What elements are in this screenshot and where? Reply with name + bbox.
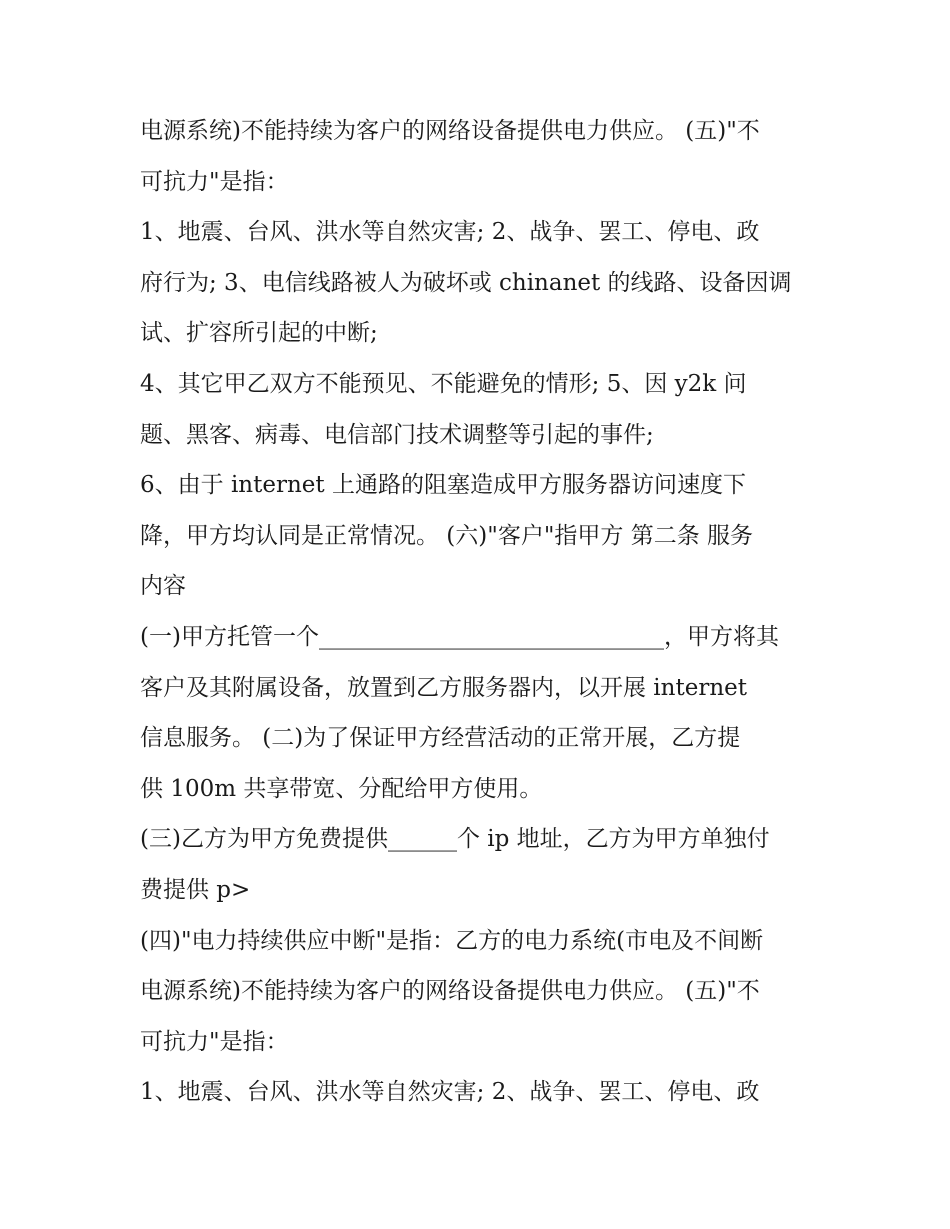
text-line: 电源系统)不能持续为客户的网络设备提供电力供应。 (五)"不 <box>140 978 760 1005</box>
text-line: 费提供 p> <box>140 876 251 903</box>
document-body <box>140 106 830 1118</box>
text-line: 府行为; 3、电信线路被人为破坏或 chinanet 的线路、设备因调 <box>140 269 792 296</box>
text-line: 客户及其附属设备，放置到乙方服务器内，以开展 internet <box>140 674 747 701</box>
text-line: 可抗力"是指： <box>140 168 289 195</box>
text-line: 试、扩容所引起的中断; <box>140 320 378 347</box>
text-line: 1、地震、台风、洪水等自然灾害; 2、战争、罢工、停电、政 <box>140 1079 760 1106</box>
text-line: (一)甲方托管一个______________________________，甲方将其 <box>140 623 779 650</box>
text-line: 降，甲方均认同是正常情况。 (六)"客户"指甲方 第二条 服务 <box>140 522 754 549</box>
text-line: 6、由于 internet 上通路的阻塞造成甲方服务器访问速度下 <box>140 472 746 499</box>
text-line: 可抗力"是指： <box>140 1028 289 1055</box>
text-line: (三)乙方为甲方免费提供______个 ip 地址，乙方为甲方单独付 <box>140 826 770 853</box>
text-line: 信息服务。 (二)为了保证甲方经营活动的正常开展，乙方提 <box>140 725 741 752</box>
text-line: 内容 <box>140 573 186 600</box>
text-line: 电源系统)不能持续为客户的网络设备提供电力供应。 (五)"不 <box>140 118 760 144</box>
text-line: 供 100m 共享带宽、分配给甲方使用。 <box>140 775 543 802</box>
text-line: 4、其它甲乙双方不能预见、不能避免的情形; 5、因 y2k 问 <box>140 370 747 397</box>
text-line: (四)"电力持续供应中断"是指：乙方的电力系统(市电及不间断 <box>140 927 764 954</box>
text-line: 题、黑客、病毒、电信部门技术调整等引起的事件; <box>140 421 654 448</box>
text-line: 1、地震、台风、洪水等自然灾害; 2、战争、罢工、停电、政 <box>140 219 760 246</box>
